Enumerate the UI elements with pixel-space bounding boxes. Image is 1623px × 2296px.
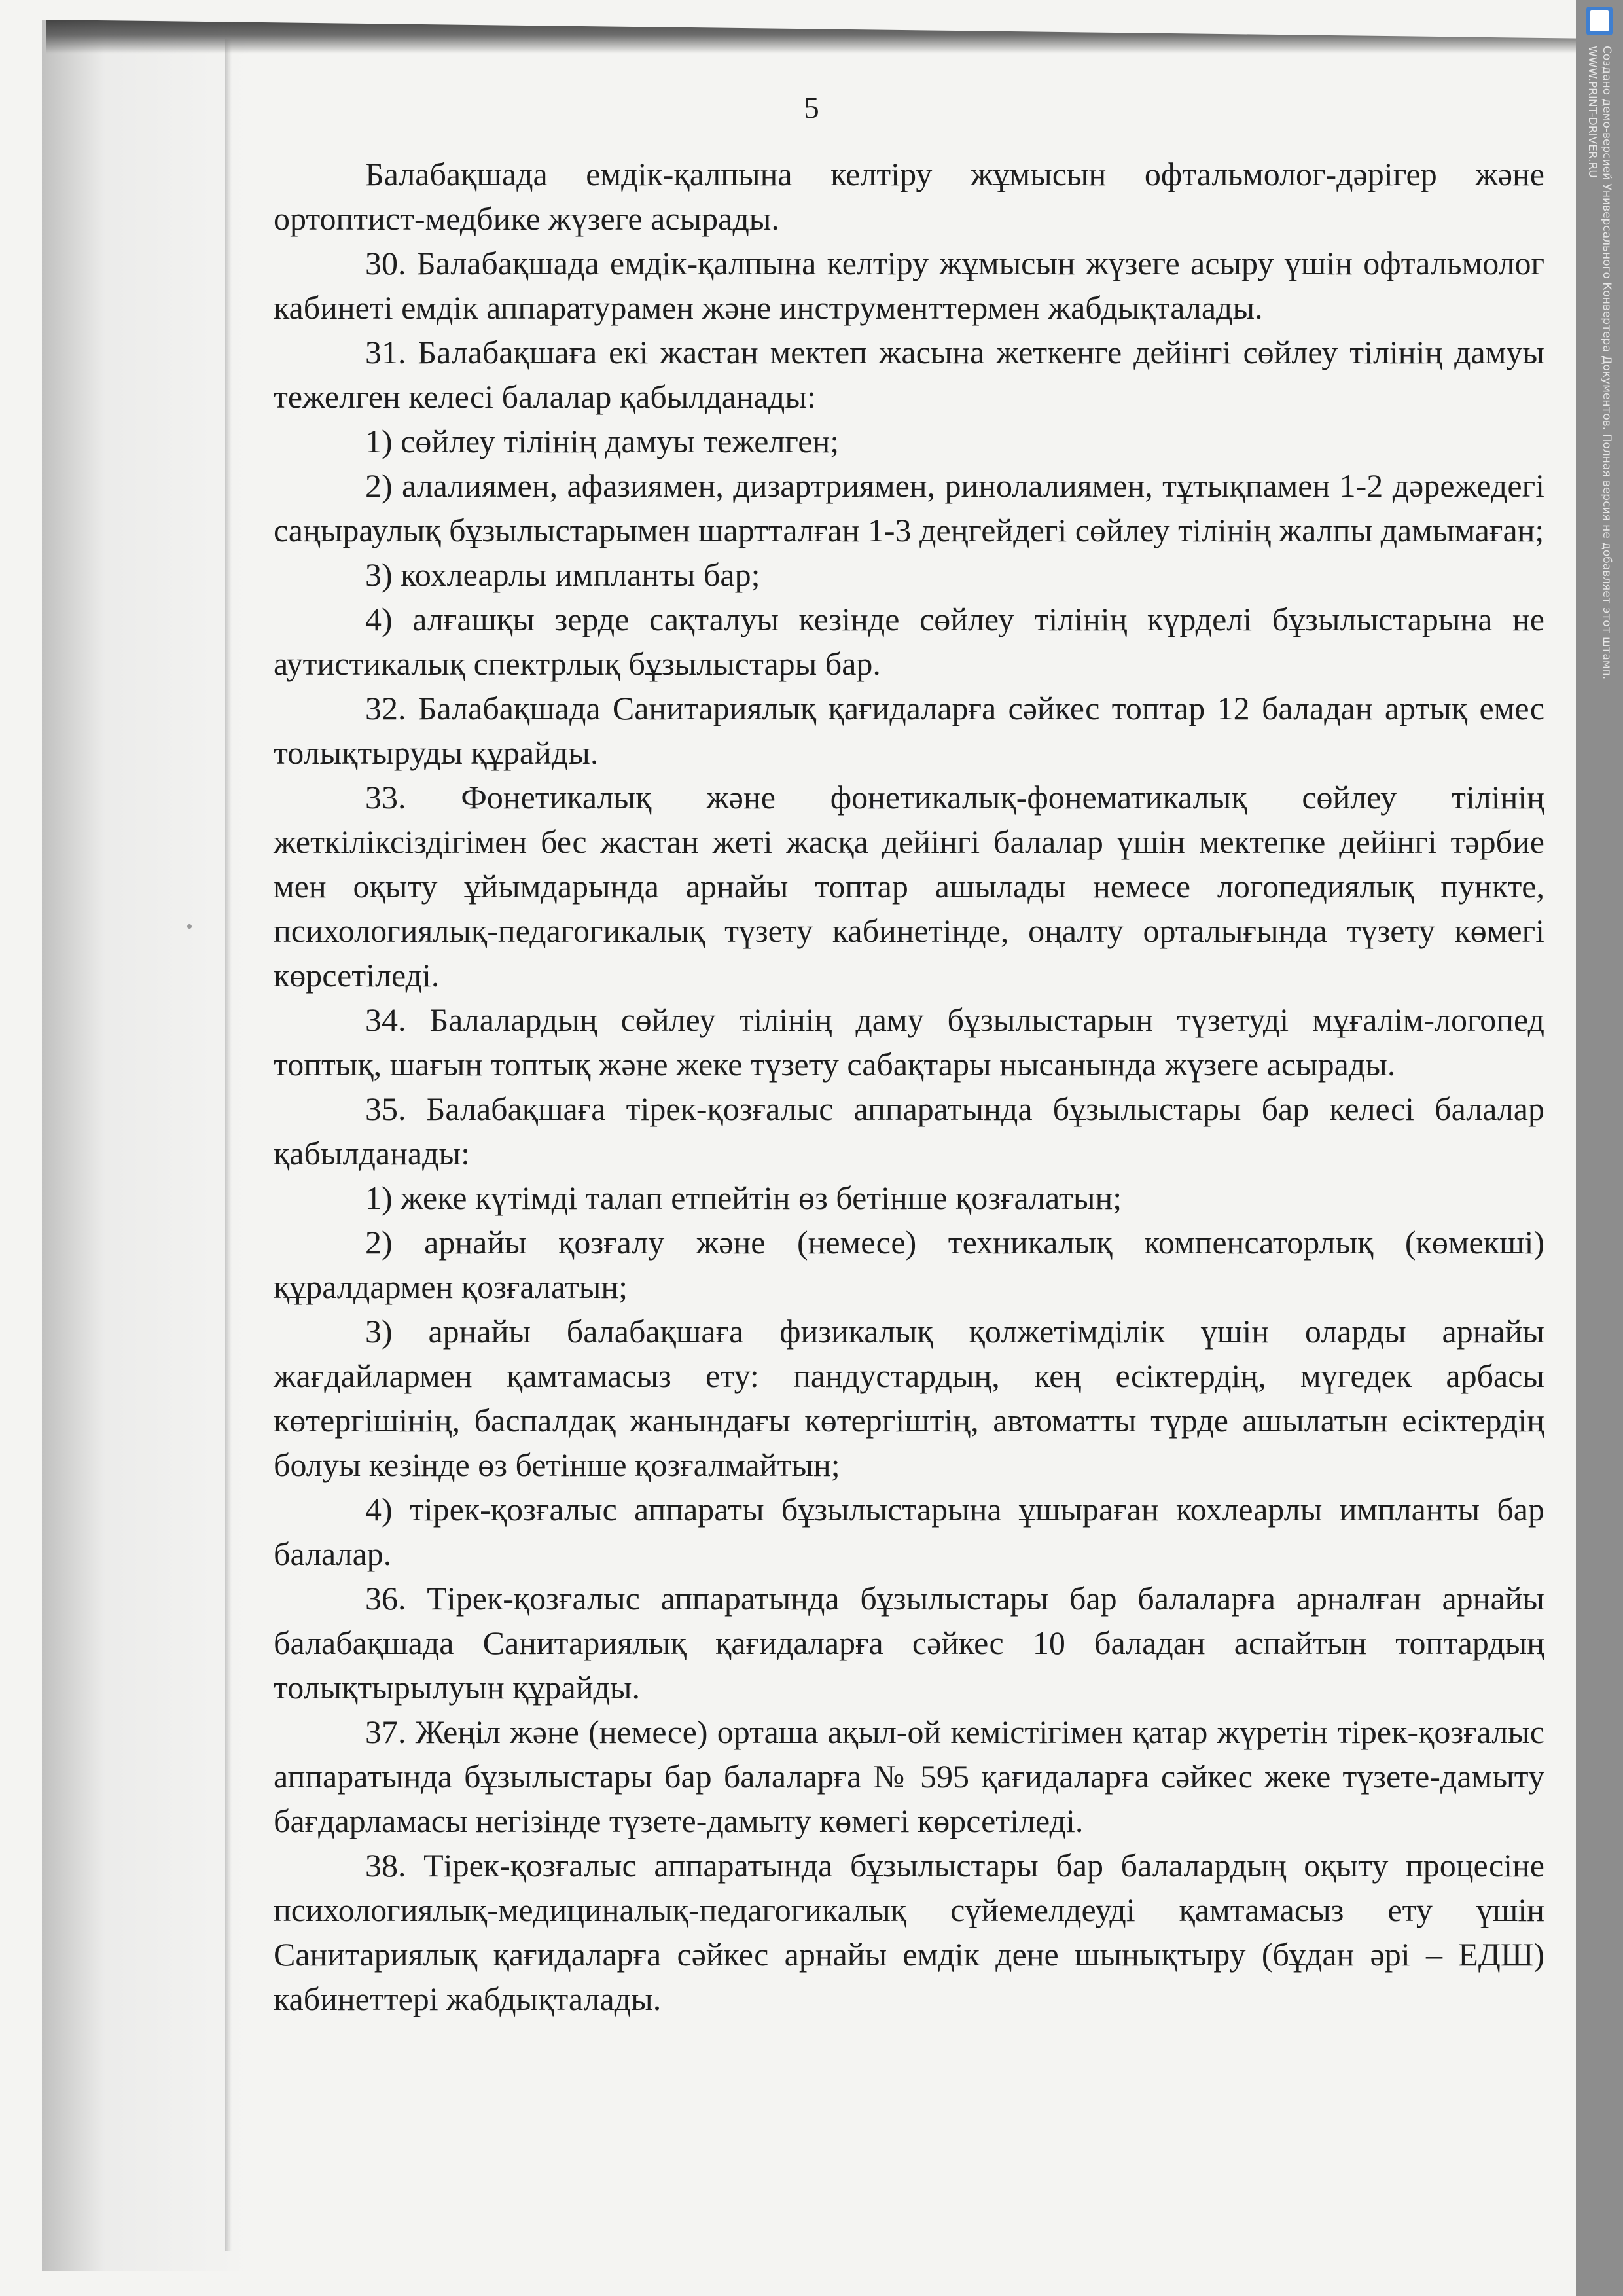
paragraph: 36. Тірек-қозғалыс аппаратында бұзылыстары бар балаларға арналған арнайы балабақшада Санитариялық қағидаларға сәйкес 10 баладан аспайтын топтардың толықтырылуын құрайды. [274,1580,1544,1706]
stamp-line-2: WWW.PRINT-DRIVER.RU [1586,46,1599,178]
scan-shadow-left [42,20,251,2271]
list-item: 1) жеке күтімді талап етпейтін өз бетінше қозғалатын; [365,1179,1122,1216]
stamp-line-1: Создано демо-версией Универсального Конвертера Документов. Полная версия не добавляет этот штамп. [1600,46,1613,680]
paragraph: 38. Тірек-қозғалыс аппаратында бұзылыстары бар балалардың оқыту процесіне психологиялық-медициналық-педагогикалық сүйемелдеуді қамтамасыз ету үшін Санитариялық қағидаларға сәйкес арнайы емдік дене шынықтыру (бұдан әрі – ЕДШ) кабинеттері жабдықталады. [274,1847,1544,2017]
paragraph: 30. Балабақшада емдік-қалпына келтіру жұмысын жүзеге асыру үшін офтальмолог кабинеті емдік аппаратурамен және инструменттермен жабдықталады. [274,245,1544,326]
paragraph: 31. Балабақшаға екі жастан мектеп жасына жеткенге дейінгі сөйлеу тілінің дамуы тежелген келесі балалар қабылданады: [274,334,1544,415]
list-item: 3) кохлеарлы импланты бар; [365,556,760,593]
list-item: 1) сөйлеу тілінің дамуы тежелген; [365,423,840,459]
list-item: 2) арнайы қозғалу және (немесе) техникалық компенсаторлық (көмекші) құралдармен қозғалатын; [274,1224,1544,1305]
paragraph: 37. Жеңіл және (немесе) орташа ақыл-ой кемістігімен қатар жүретін тірек-қозғалыс аппаратында бұзылыстары бар балаларға № 595 қағидаларға сәйкес жеке түзете-дамыту бағдарламасы негізінде түзете-дамыту көмегі көрсетіледі. [274,1713,1544,1839]
paragraph: 34. Балалардың сөйлеу тілінің даму бұзылыстарын түзетуді мұғалім-логопед топтық, шағын топтық және жеке түзету сабақтары нысанында жүзеге асырады. [274,1001,1544,1083]
document-body [274,152,1544,2021]
stamp-text [1585,46,1614,679]
list-item: 3) арнайы балабақшаға физикалық қолжетімділік үшін оларды арнайы жағдайлармен қамтамасыз ету: пандустардың, кең есіктердің, мүгедек арбасы көтергішінің, баспалдақ жанындағы көтергіштің, автоматты түрде ашылатын есіктердің болуы кезінде өз бетінше қозғалмайтын; [274,1313,1544,1483]
converter-logo-icon [1586,7,1613,35]
page-number: 5 [804,91,819,125]
converter-stamp-strip [1576,0,1623,2296]
list-item: 4) алғашқы зерде сақталуы кезінде сөйлеу тілінің күрделі бұзылыстарына не аутистикалық спектрлық бұзылыстары бар. [274,601,1544,682]
paragraph: 33. Фонетикалық және фонетикалық-фонематикалық сөйлеу тілінің жеткіліксіздігімен бес жастан жеті жасқа дейінгі балалар үшін мектепке дейінгі тәрбие мен оқыту ұйымдарында арнайы топтар ашылады немесе логопедиялық пункте, психологиялық-педагогикалық түзету кабинетінде, оңалту орталығында түзету көмегі көрсетіледі. [274,779,1544,994]
scan-speck [187,924,192,929]
paragraph: Балабақшада емдік-қалпына келтіру жұмысын офтальмолог-дәрігер және ортоптист-медбике жүзеге асырады. [274,156,1544,237]
scan-fold-line [225,39,232,2251]
list-item: 2) алалиямен, афазиямен, дизартриямен, ринолалиямен, тұтықпамен 1-2 дәрежедегі саңыраулық бұзылыстарымен шартталған 1-3 деңгейдегі сөйлеу тілінің жалпы дамымаған; [274,467,1544,548]
list-item: 4) тірек-қозғалыс аппараты бұзылыстарына ұшыраған кохлеарлы импланты бар балалар. [274,1491,1544,1572]
paragraph: 35. Балабақшаға тірек-қозғалыс аппаратында бұзылыстары бар келесі балалар қабылданады: [274,1090,1544,1172]
scan-shadow-top [46,20,1577,54]
paragraph: 32. Балабақшада Санитариялық қағидаларға сәйкес топтар 12 баладан артық емес толықтыруды құрайды. [274,690,1544,771]
